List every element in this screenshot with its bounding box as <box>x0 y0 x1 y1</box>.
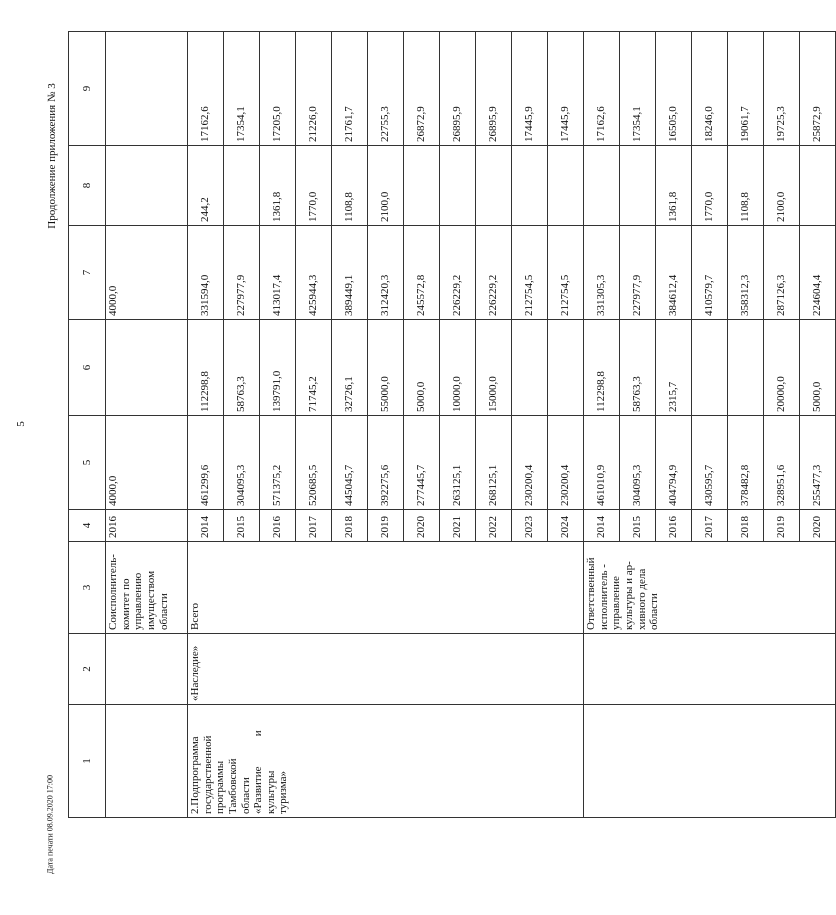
value-cell: 17162,6 <box>584 32 620 146</box>
text-line: 2.Подпрограмма <box>189 736 201 814</box>
value-cell: 1108,8 <box>728 146 764 226</box>
value-cell: 304095,3 <box>224 416 260 510</box>
year-cell: 2016 <box>106 510 188 542</box>
value-cell: 384612,4 <box>656 226 692 320</box>
text-line: культуры <box>264 770 277 814</box>
subprogram-title-cell <box>106 705 188 818</box>
value-cell: 328951,6 <box>764 416 800 510</box>
budget-table <box>68 31 836 818</box>
value-cell: 26895,9 <box>440 32 476 146</box>
value-cell: 17354,1 <box>620 32 656 146</box>
value-cell <box>106 146 188 226</box>
value-cell: 263125,1 <box>440 416 476 510</box>
table-row <box>584 32 620 818</box>
text-line: культуры и ар- <box>622 561 635 630</box>
total-label: Всего <box>188 542 584 634</box>
value-cell: 26872,9 <box>404 32 440 146</box>
year-cell: 2017 <box>692 510 728 542</box>
column-number: 7 <box>69 226 106 320</box>
value-cell: 25872,9 <box>800 32 836 146</box>
text-line: комитет по <box>119 578 132 630</box>
value-cell: 5000,0 <box>404 320 440 416</box>
subprogram-title <box>188 705 584 818</box>
co-executor-row <box>106 32 188 818</box>
year-cell: 2023 <box>512 510 548 542</box>
text-line: туризма» <box>277 770 290 814</box>
value-cell <box>106 32 188 146</box>
value-cell: 227977,9 <box>620 226 656 320</box>
value-cell: 139791,0 <box>260 320 296 416</box>
value-cell <box>440 146 476 226</box>
value-cell: 17445,9 <box>512 32 548 146</box>
text-line: исполнитель - <box>597 564 610 630</box>
value-cell: 22755,3 <box>368 32 404 146</box>
value-cell: 1770,0 <box>692 146 728 226</box>
subprogram-name: «Наследие» <box>188 634 584 705</box>
column-number-row <box>69 32 106 818</box>
value-cell: 410579,7 <box>692 226 728 320</box>
value-cell <box>512 146 548 226</box>
value-cell <box>620 146 656 226</box>
appendix-note: Продолжение приложения № 3 <box>46 83 58 229</box>
value-cell <box>512 320 548 416</box>
text-line: имуществом <box>144 570 157 630</box>
column-number: 9 <box>69 32 106 146</box>
value-cell: 277445,7 <box>404 416 440 510</box>
value-cell: 268125,1 <box>476 416 512 510</box>
value-cell <box>548 320 584 416</box>
value-cell: 1361,8 <box>260 146 296 226</box>
year-cell: 2021 <box>440 510 476 542</box>
value-cell <box>476 146 512 226</box>
subprogram-name-cell <box>106 634 188 705</box>
column-number: 2 <box>69 634 106 705</box>
text-line: управление <box>610 576 623 630</box>
year-cell: 2018 <box>728 510 764 542</box>
year-cell: 2020 <box>800 510 836 542</box>
value-cell: 1361,8 <box>656 146 692 226</box>
value-cell: 255477,3 <box>800 416 836 510</box>
text-line: «Развитие и <box>252 730 265 814</box>
table-row <box>188 32 224 818</box>
column-number: 8 <box>69 146 106 226</box>
text-line: программы <box>214 760 227 814</box>
value-cell: 17162,6 <box>188 32 224 146</box>
print-date: Дата печати 08.09.2020 17:00 <box>45 775 55 874</box>
value-cell: 1770,0 <box>296 146 332 226</box>
value-cell: 4000,0 <box>106 226 188 320</box>
value-cell: 571375,2 <box>260 416 296 510</box>
column-number: 5 <box>69 416 106 510</box>
value-cell: 230200,4 <box>548 416 584 510</box>
value-cell: 17205,0 <box>260 32 296 146</box>
value-cell: 245572,8 <box>404 226 440 320</box>
text-line: Ответственный <box>585 557 597 630</box>
value-cell: 520685,5 <box>296 416 332 510</box>
value-cell <box>584 146 620 226</box>
year-cell: 2016 <box>260 510 296 542</box>
value-cell: 461010,9 <box>584 416 620 510</box>
value-cell <box>404 146 440 226</box>
column-number: 4 <box>69 510 106 542</box>
value-cell: 2100,0 <box>368 146 404 226</box>
text-line: области <box>157 593 170 630</box>
value-cell <box>106 320 188 416</box>
value-cell: 2100,0 <box>764 146 800 226</box>
page-number: 5 <box>14 421 27 427</box>
value-cell: 244,2 <box>188 146 224 226</box>
subprogram-title-cell <box>584 705 836 818</box>
value-cell: 58763,3 <box>620 320 656 416</box>
value-cell: 230200,4 <box>512 416 548 510</box>
year-cell: 2015 <box>224 510 260 542</box>
text-line: государственной <box>201 735 214 814</box>
subprogram-name-cell <box>584 634 836 705</box>
text-line: Соисполнитель- <box>107 554 119 630</box>
value-cell: 404794,9 <box>656 416 692 510</box>
value-cell: 461299,6 <box>188 416 224 510</box>
value-cell: 227977,9 <box>224 226 260 320</box>
value-cell: 17445,9 <box>548 32 584 146</box>
year-cell: 2020 <box>404 510 440 542</box>
column-number: 1 <box>69 705 106 818</box>
value-cell: 226229,2 <box>440 226 476 320</box>
value-cell: 112298,8 <box>584 320 620 416</box>
year-cell: 2016 <box>656 510 692 542</box>
column-number: 3 <box>69 542 106 634</box>
value-cell: 20000,0 <box>764 320 800 416</box>
co-executor-label <box>106 542 188 634</box>
table-wrapper <box>68 32 824 818</box>
value-cell: 5000,0 <box>800 320 836 416</box>
value-cell <box>800 146 836 226</box>
value-cell: 17354,1 <box>224 32 260 146</box>
value-cell: 392275,6 <box>368 416 404 510</box>
year-cell: 2022 <box>476 510 512 542</box>
text-line: хивного дела <box>635 568 648 630</box>
value-cell: 1108,8 <box>332 146 368 226</box>
responsible-label <box>584 542 836 634</box>
text-line: области <box>648 593 661 630</box>
value-cell: 58763,3 <box>224 320 260 416</box>
year-cell: 2019 <box>368 510 404 542</box>
year-cell: 2018 <box>332 510 368 542</box>
value-cell: 378482,8 <box>728 416 764 510</box>
value-cell: 212754,5 <box>512 226 548 320</box>
value-cell: 389449,1 <box>332 226 368 320</box>
value-cell: 32726,1 <box>332 320 368 416</box>
text-line: управлению <box>132 572 145 630</box>
year-cell: 2019 <box>764 510 800 542</box>
year-cell: 2014 <box>188 510 224 542</box>
value-cell: 445045,7 <box>332 416 368 510</box>
value-cell <box>224 146 260 226</box>
year-cell: 2024 <box>548 510 584 542</box>
value-cell: 55000,0 <box>368 320 404 416</box>
value-cell: 4000,0 <box>106 416 188 510</box>
value-cell: 19725,3 <box>764 32 800 146</box>
value-cell: 112298,8 <box>188 320 224 416</box>
value-cell: 21226,0 <box>296 32 332 146</box>
text-line: Тамбовской <box>226 758 239 814</box>
value-cell: 19061,7 <box>728 32 764 146</box>
value-cell: 331594,0 <box>188 226 224 320</box>
value-cell: 425944,3 <box>296 226 332 320</box>
value-cell: 21761,7 <box>332 32 368 146</box>
value-cell <box>692 320 728 416</box>
value-cell: 358312,3 <box>728 226 764 320</box>
value-cell: 2315,7 <box>656 320 692 416</box>
year-cell: 2014 <box>584 510 620 542</box>
value-cell: 26895,9 <box>476 32 512 146</box>
value-cell: 304095,3 <box>620 416 656 510</box>
value-cell: 18246,0 <box>692 32 728 146</box>
value-cell: 312420,3 <box>368 226 404 320</box>
value-cell: 226229,2 <box>476 226 512 320</box>
value-cell: 212754,5 <box>548 226 584 320</box>
year-cell: 2015 <box>620 510 656 542</box>
value-cell: 331305,3 <box>584 226 620 320</box>
value-cell <box>728 320 764 416</box>
value-cell: 15000,0 <box>476 320 512 416</box>
value-cell: 10000,0 <box>440 320 476 416</box>
value-cell: 413017,4 <box>260 226 296 320</box>
value-cell: 16505,0 <box>656 32 692 146</box>
text-line: области <box>239 777 252 814</box>
column-number: 6 <box>69 320 106 416</box>
value-cell: 430595,7 <box>692 416 728 510</box>
value-cell <box>548 146 584 226</box>
year-cell: 2017 <box>296 510 332 542</box>
value-cell: 71745,2 <box>296 320 332 416</box>
value-cell: 287126,3 <box>764 226 800 320</box>
value-cell: 224604,4 <box>800 226 836 320</box>
